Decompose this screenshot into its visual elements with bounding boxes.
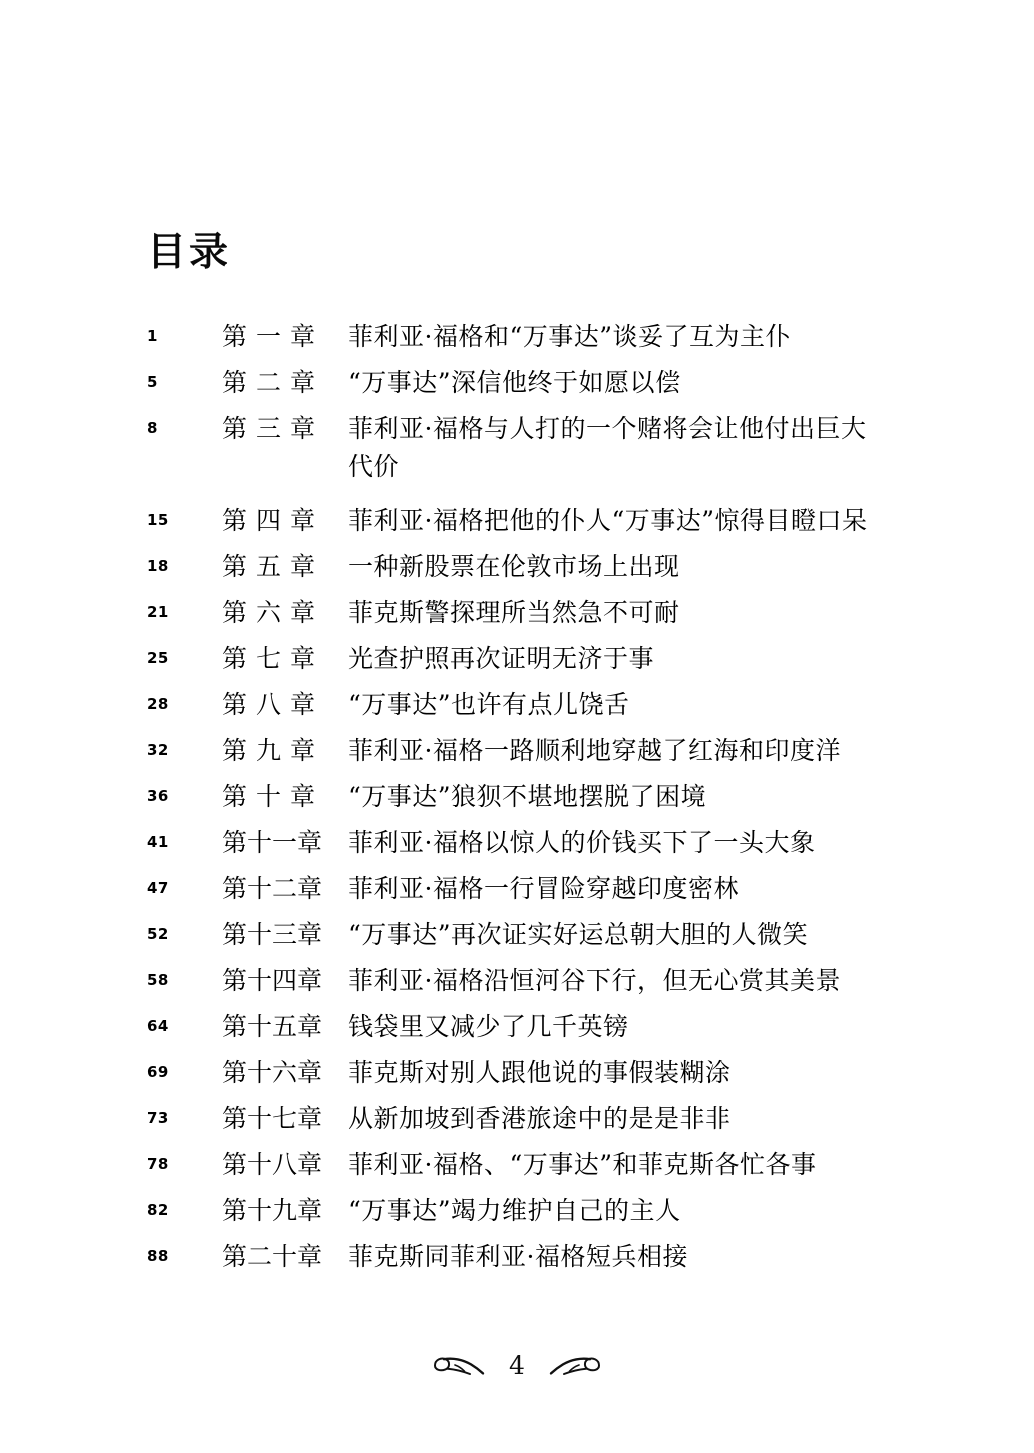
toc-entry-title-line: 菲利亚·福格和“万事达”谈妥了互为主仆 (348, 322, 792, 351)
toc-entry-row[interactable] (0, 782, 1034, 828)
toc-chapter-label: 第四章 (222, 506, 325, 535)
toc-entry-title (348, 1146, 908, 1184)
toc-page-number: 21 (147, 603, 169, 621)
toc-entry-title-line: 光查护照再次证明无济于事 (348, 644, 655, 673)
toc-entry-row[interactable] (0, 1242, 1034, 1288)
toc-page-number: 36 (147, 787, 169, 805)
toc-page-number: 8 (147, 419, 158, 437)
toc-entry-row[interactable] (0, 368, 1034, 414)
toc-chapter-label: 第九章 (222, 736, 325, 765)
toc-page-number: 47 (147, 879, 169, 897)
toc-entry-title (348, 962, 908, 1000)
toc-entry-title (348, 686, 908, 724)
toc-entry-title-line: 菲利亚·福格把他的仆人“万事达”惊得目瞪口呆 (348, 506, 868, 535)
toc-chapter-label: 第七章 (222, 644, 325, 673)
toc-chapter-label: 第十七章 (222, 1104, 323, 1133)
toc-entry-row[interactable] (0, 690, 1034, 736)
toc-page-number: 52 (147, 925, 169, 943)
toc-chapter-label: 第十九章 (222, 1196, 323, 1225)
toc-page-number: 58 (147, 971, 169, 989)
toc-entry-title-line: 菲克斯警探理所当然急不可耐 (348, 598, 680, 627)
toc-chapter-label: 第三章 (222, 414, 325, 443)
toc-entry-row[interactable] (0, 644, 1034, 690)
toc-chapter-label: 第六章 (222, 598, 325, 627)
toc-entry-title-line: 一种新股票在伦敦市场上出现 (348, 552, 680, 581)
toc-entry-row[interactable] (0, 1196, 1034, 1242)
toc-entry-title (348, 594, 908, 632)
toc-entry-title (348, 410, 908, 486)
toc-entry-title-line: 钱袋里又减少了几千英镑 (348, 1012, 629, 1041)
toc-page-number: 88 (147, 1247, 169, 1265)
toc-entry-title (348, 1238, 908, 1276)
toc-entry-row[interactable] (0, 1058, 1034, 1104)
toc-entry-row[interactable] (0, 552, 1034, 598)
toc-page-number: 41 (147, 833, 169, 851)
toc-entry-title (348, 548, 908, 586)
toc-page-number: 18 (147, 557, 169, 575)
toc-entry-title (348, 1054, 908, 1092)
toc-entry-row[interactable] (0, 874, 1034, 920)
toc-entry-row[interactable] (0, 966, 1034, 1012)
toc-page-number: 28 (147, 695, 169, 713)
toc-entry-title-line: 从新加坡到香港旅途中的是是非非 (348, 1104, 731, 1133)
toc-entry-title-line: 菲利亚·福格一行冒险穿越印度密林 (348, 874, 739, 903)
toc-entry-title-line: “万事达”深信他终于如愿以偿 (348, 368, 681, 397)
toc-entry-title (348, 364, 908, 402)
toc-entry-title (348, 916, 908, 954)
toc-entry-title (348, 318, 908, 356)
toc-chapter-label: 第二章 (222, 368, 325, 397)
toc-chapter-label: 第十章 (222, 782, 325, 811)
toc-entry-row[interactable] (0, 736, 1034, 782)
flourish-ornament-icon (429, 1351, 487, 1381)
toc-page-number: 82 (147, 1201, 169, 1219)
toc-chapter-label: 第八章 (222, 690, 325, 719)
toc-entry-title-line: “万事达”竭力维护自己的主人 (348, 1196, 681, 1225)
toc-entry-title-line: “万事达”狼狈不堪地摆脱了困境 (348, 782, 707, 811)
toc-chapter-label: 第一章 (222, 322, 325, 351)
toc-entry-title (348, 1100, 908, 1138)
toc-entry-row[interactable] (0, 828, 1034, 874)
toc-entry-title-line: “万事达”也许有点儿饶舌 (348, 690, 630, 719)
toc-chapter-label: 第二十章 (222, 1242, 323, 1271)
toc-entry-title (348, 1008, 908, 1046)
toc-entry-title (348, 1192, 908, 1230)
toc-entry-title-line: 菲利亚·福格以惊人的价钱买下了一头大象 (348, 828, 816, 857)
toc-page-number: 73 (147, 1109, 169, 1127)
toc-entry-title (348, 824, 908, 862)
toc-entry-row[interactable] (0, 1104, 1034, 1150)
toc-entry-row[interactable] (0, 1012, 1034, 1058)
toc-entry-title-line: 菲利亚·福格、“万事达”和菲克斯各忙各事 (348, 1150, 817, 1179)
toc-entry-title-continuation: 代价 (348, 452, 400, 481)
toc-chapter-label: 第五章 (222, 552, 325, 581)
toc-entry-title-line: 菲利亚·福格与人打的一个赌将会让他付出巨大 (348, 414, 867, 443)
toc-list (0, 322, 1034, 1288)
toc-entry-title-line: 菲利亚·福格一路顺利地穿越了红海和印度洋 (348, 736, 841, 765)
toc-page-number: 69 (147, 1063, 169, 1081)
toc-entry-row[interactable] (0, 414, 1034, 506)
page-title: 目录 (147, 229, 232, 276)
toc-page-number: 25 (147, 649, 169, 667)
toc-entry-row[interactable] (0, 920, 1034, 966)
toc-chapter-label: 第十二章 (222, 874, 323, 903)
toc-chapter-label: 第十四章 (222, 966, 323, 995)
toc-entry-row[interactable] (0, 598, 1034, 644)
toc-chapter-label: 第十五章 (222, 1012, 323, 1041)
toc-page-number: 5 (147, 373, 158, 391)
toc-chapter-label: 第十八章 (222, 1150, 323, 1179)
toc-page-number: 32 (147, 741, 169, 759)
toc-page-number: 64 (147, 1017, 169, 1035)
toc-chapter-label: 第十三章 (222, 920, 323, 949)
toc-entry-title (348, 870, 908, 908)
toc-entry-row[interactable] (0, 322, 1034, 368)
toc-page-number: 78 (147, 1155, 169, 1173)
toc-entry-title-line: “万事达”再次证实好运总朝大胆的人微笑 (348, 920, 809, 949)
flourish-ornament-icon (547, 1351, 605, 1381)
toc-entry-title-line: 菲克斯同菲利亚·福格短兵相接 (348, 1242, 688, 1271)
toc-chapter-label: 第十六章 (222, 1058, 323, 1087)
toc-entry-title (348, 502, 908, 540)
toc-entry-title (348, 732, 908, 770)
toc-entry-title-line: 菲克斯对别人跟他说的事假装糊涂 (348, 1058, 731, 1087)
toc-entry-title-line: 菲利亚·福格沿恒河谷下行，但无心赏其美景 (348, 966, 841, 995)
footer-page-number: 4 (509, 1350, 525, 1380)
toc-entry-title (348, 640, 908, 678)
toc-entry-title (348, 778, 908, 816)
toc-entry-row[interactable] (0, 1150, 1034, 1196)
page-footer (0, 1338, 1034, 1394)
toc-entry-row[interactable] (0, 506, 1034, 552)
toc-chapter-label: 第十一章 (222, 828, 323, 857)
toc-page-number: 15 (147, 511, 169, 529)
toc-page-number: 1 (147, 327, 158, 345)
